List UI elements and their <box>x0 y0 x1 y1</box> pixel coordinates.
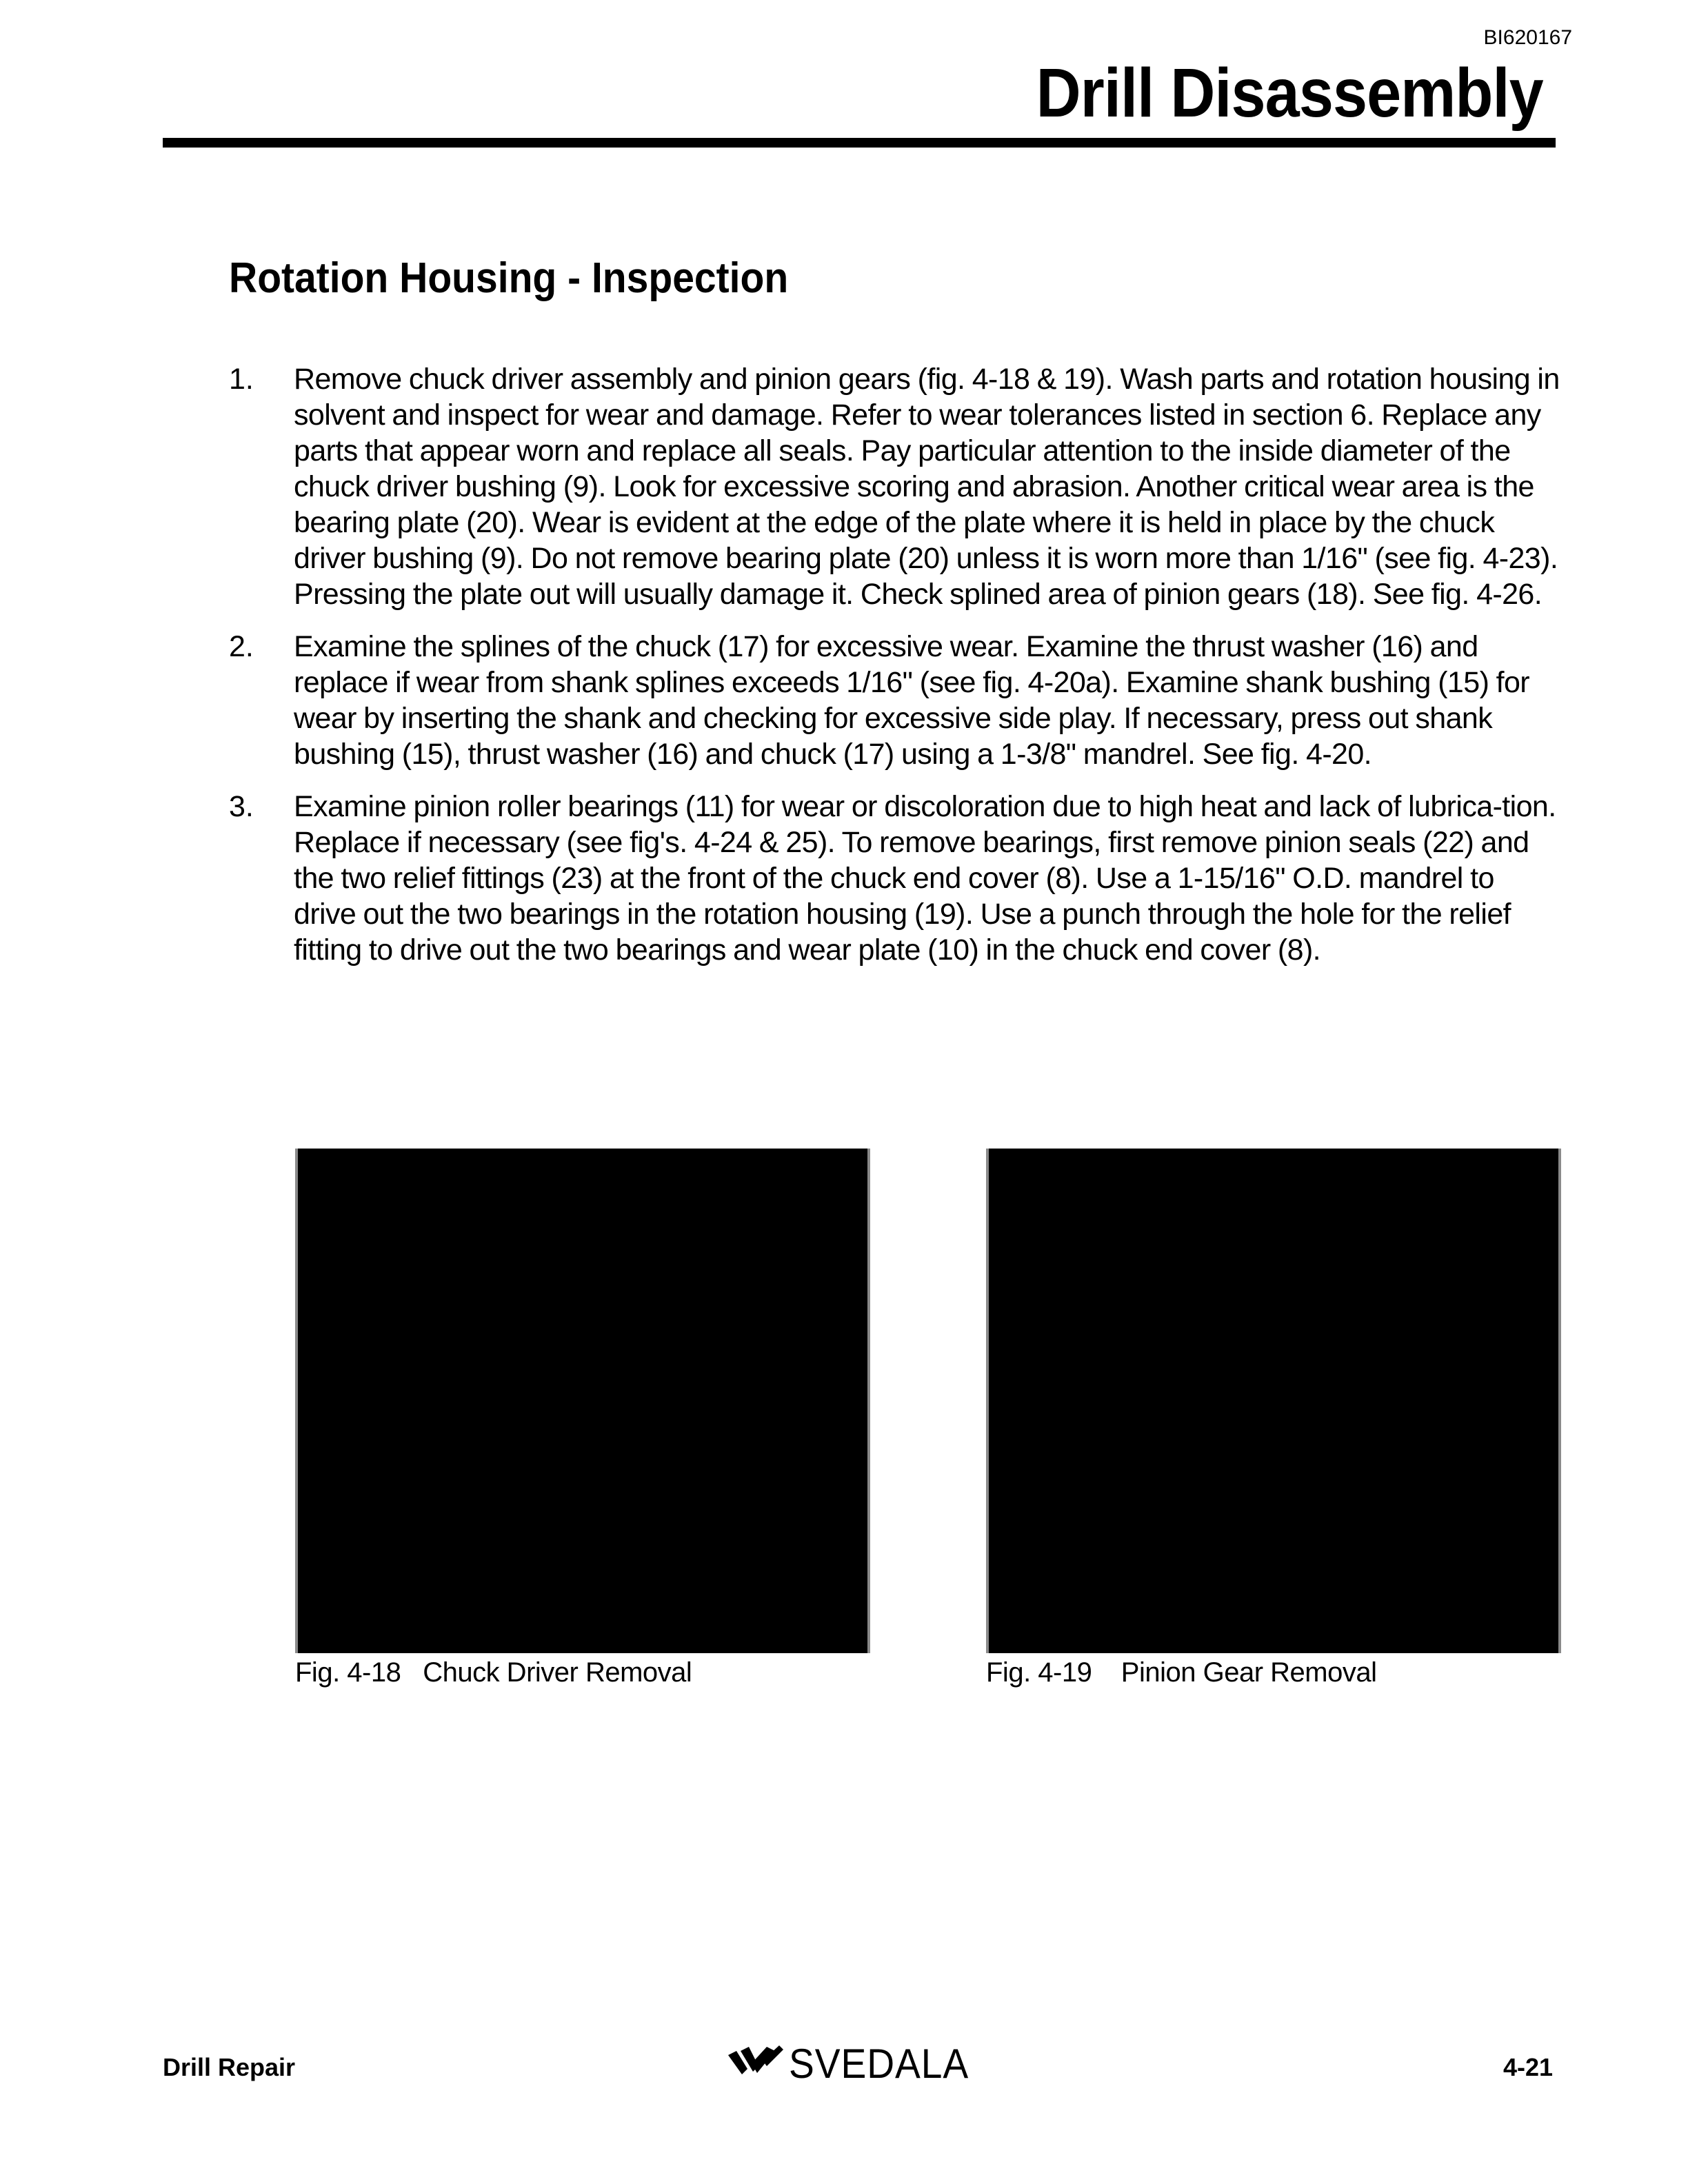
figure-pinion-gear-removal <box>986 1149 1561 1688</box>
svedala-logo <box>727 2039 985 2087</box>
step-item <box>229 789 1561 968</box>
step-text: Remove chuck driver assembly and pinion gears (fig. 4-18 & 19). Wash parts and rotation housing in solvent and inspect for wear and damage. Refer to wear tolerances listed in section 6. Replace any parts that appear worn and replace all seals. Pay particular attention to the inside diameter of the chuck driver bushing (9). Look for excessive scoring and abrasion. Another critical wear area is the bearing plate (20). Wear is evident at the edge of the plate where it is held in place by the chuck driver bushing (9). Do not remove bearing plate (20) unless it is worn more than 1/16" (see fig. 4-23). Pressing the plate out will usually damage it. Check splined area of pinion gears (18). See fig. 4-26. <box>294 363 1560 611</box>
figure-photo <box>295 1149 870 1653</box>
inspection-steps <box>229 361 1561 984</box>
figure-chuck-driver-removal <box>295 1149 870 1688</box>
svedala-logo-icon <box>727 2043 785 2084</box>
step-item <box>229 629 1561 772</box>
header-divider <box>163 138 1556 148</box>
step-text: Examine pinion roller bearings (11) for wear or discoloration due to high heat and lack of lubrica-tion. Replace if necessary (see fig's. 4-24 & 25). To remove bearings, first remove pinion seals (22) and the two relief fittings (23) at the front of the chuck end cover (8). Use a 1-15/16" O.D. mandrel to drive out the two bearings in the rotation housing (19). Use a punch through the hole for the relief fitting to drive out the two bearings and wear plate (10) in the chuck end cover (8). <box>294 790 1556 967</box>
step-number: 2. <box>229 630 254 663</box>
figure-caption: Fig. 4-19 Pinion Gear Removal <box>986 1657 1377 1688</box>
step-number: 3. <box>229 790 254 823</box>
figure-photo <box>986 1149 1561 1653</box>
footer-section-label: Drill Repair <box>163 2053 296 2081</box>
section-title: Rotation Housing - Inspection <box>229 254 789 302</box>
logo-wordmark: SVEDALA <box>789 2040 969 2087</box>
step-item <box>229 361 1561 612</box>
step-text: Examine the splines of the chuck (17) for excessive wear. Examine the thrust washer (16) and replace if wear from shank splines exceeds 1/16" (see fig. 4-20a). Examine shank bushing (15) for wear by inserting the shank and checking for excessive side play. If necessary, press out shank bushing (15), thrust washer (16) and chuck (17) using a 1-3/8" mandrel. See fig. 4-20. <box>294 630 1530 771</box>
chapter-title: Drill Disassembly <box>1036 54 1543 132</box>
figure-caption: Fig. 4-18 Chuck Driver Removal <box>295 1657 692 1688</box>
page-number: 4-21 <box>1503 2053 1553 2081</box>
step-number: 1. <box>229 363 254 396</box>
document-id: BI620167 <box>1483 26 1572 49</box>
